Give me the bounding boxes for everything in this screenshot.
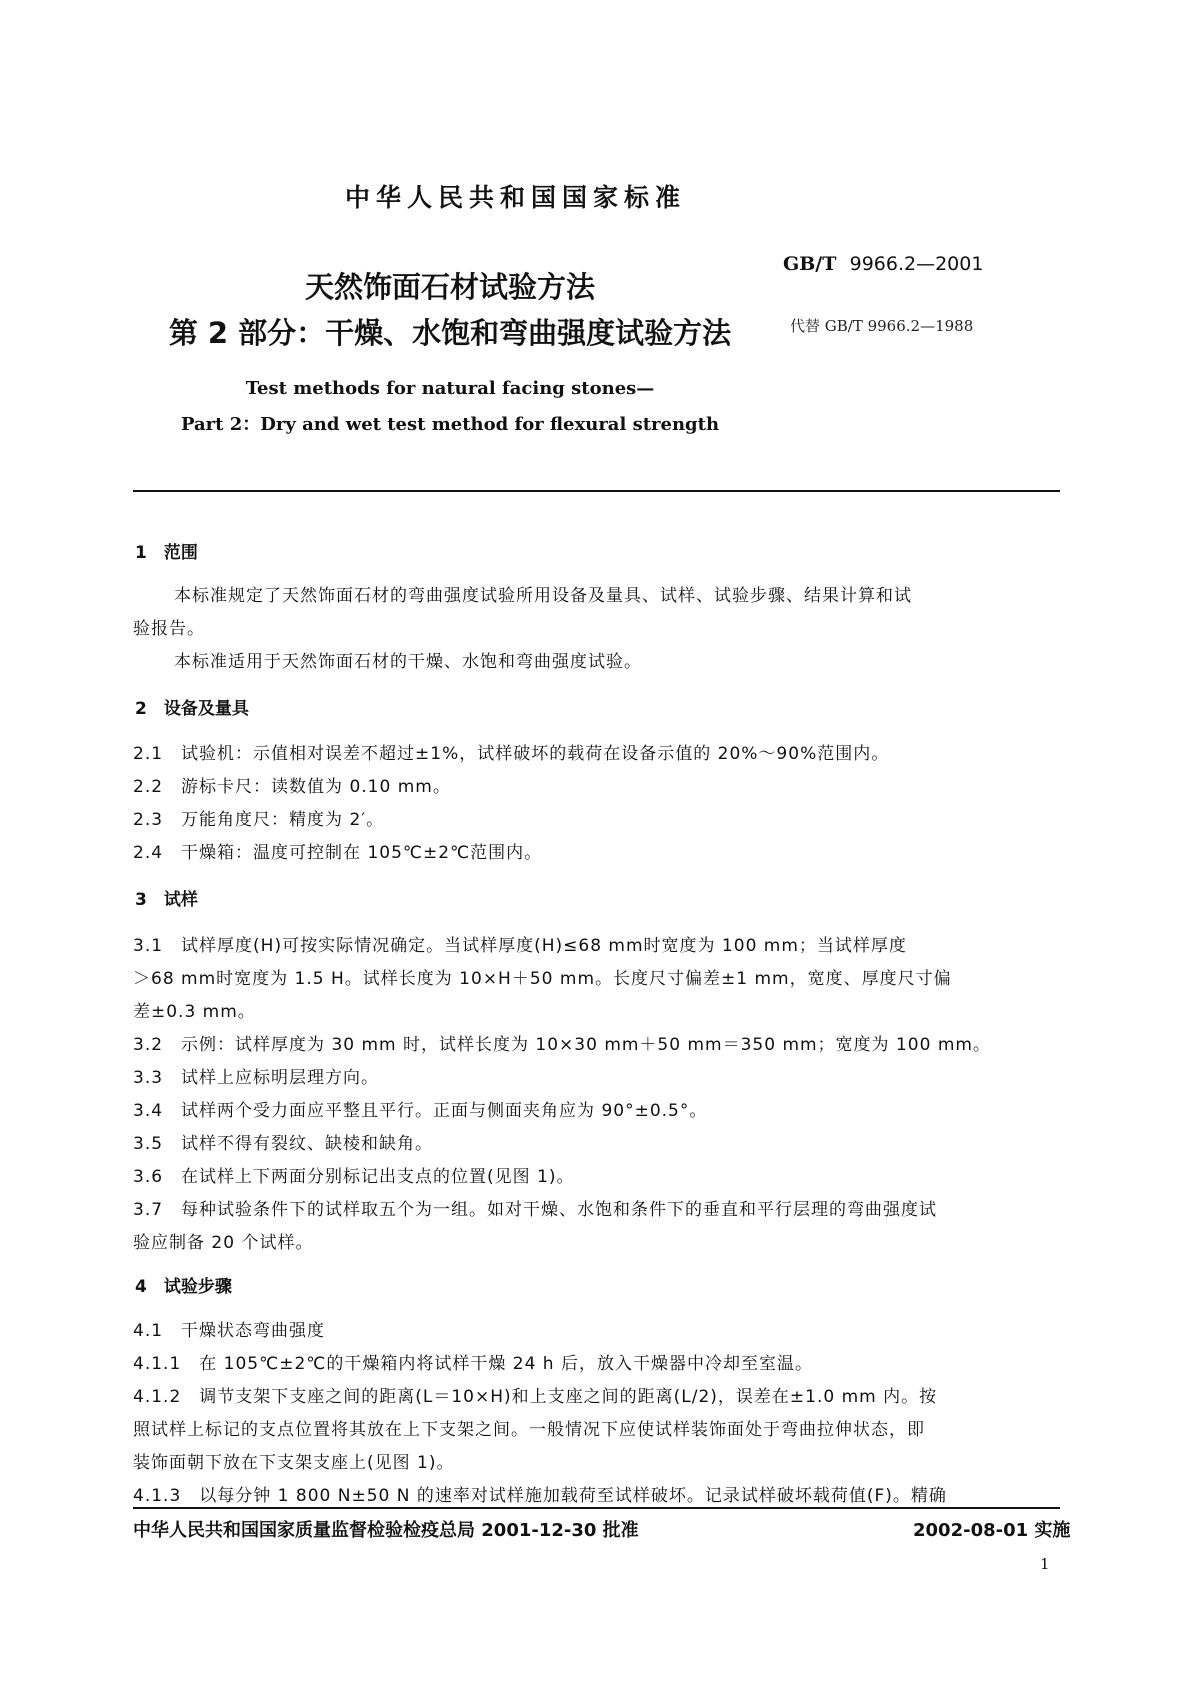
- page-number: 1: [1040, 1555, 1050, 1573]
- section-2-line: 2.1 试验机：示值相对误差不超过±1%，试样破坏的载荷在设备示值的 20%～90%范围内。: [133, 744, 890, 764]
- section-3-line: 3.7 每种试验条件下的试样取五个为一组。如对干燥、水饱和条件下的垂直和平行层理的弯曲强度试: [133, 1200, 938, 1220]
- section-3-heading: 3 试样: [135, 890, 198, 910]
- section-2-heading: 2 设备及量具: [135, 699, 249, 719]
- section-2-line: 2.2 游标卡尺：读数值为 0.10 mm。: [133, 777, 451, 797]
- section-3-line: 3.5 试样不得有裂纹、缺棱和缺角。: [133, 1134, 434, 1154]
- section-2-line: 2.3 万能角度尺：精度为 2′。: [133, 810, 385, 830]
- section-3-line: ＞68 mm时宽度为 1.5 H。试样长度为 10×H＋50 mm。长度尺寸偏差±1 mm，宽度、厚度尺寸偏: [133, 969, 952, 989]
- section-1-line: 本标准适用于天然饰面石材的干燥、水饱和弯曲强度试验。: [174, 652, 642, 672]
- title-cn-line2: 第 2 部分：干燥、水饱和弯曲强度试验方法: [168, 316, 732, 350]
- section-3-line: 3.6 在试样上下两面分别标记出支点的位置(见图 1)。: [133, 1167, 575, 1187]
- section-3-line: 3.3 试样上应标明层理方向。: [133, 1068, 380, 1088]
- replaces-standard: 代替 GB/T 9966.2—1988: [790, 317, 974, 335]
- section-4-line: 4.1.2 调节支架下支座之间的距离(L＝10×H)和上支座之间的距离(L/2)，误差在±1.0 mm 内。按: [133, 1387, 938, 1407]
- section-1-heading: 1 范围: [135, 543, 198, 563]
- section-1-line: 验报告。: [133, 619, 205, 639]
- section-3-line: 3.2 示例：试样厚度为 30 mm 时，试样长度为 10×30 mm＋50 mm＝350 mm；宽度为 100 mm。: [133, 1035, 991, 1055]
- title-cn-line1: 天然饰面石材试验方法: [304, 270, 595, 304]
- standard-number-prefix: GB/T: [783, 253, 837, 275]
- section-4-line: 4.1 干燥状态弯曲强度: [133, 1321, 326, 1341]
- section-3-line: 3.1 试样厚度(H)可按实际情况确定。当试样厚度(H)≤68 mm时宽度为 100 mm；当试样厚度: [133, 936, 907, 956]
- section-1-line: 本标准规定了天然饰面石材的弯曲强度试验所用设备及量具、试样、试验步骤、结果计算和试: [174, 586, 912, 606]
- section-4-line: 装饰面朝下放在下支架支座上(见图 1)。: [133, 1453, 455, 1473]
- national-standard-label: 中华人民共和国国家标准: [344, 183, 686, 212]
- header-divider: [133, 490, 1060, 492]
- section-4-line: 4.1.1 在 105℃±2℃的干燥箱内将试样干燥 24 h 后，放入干燥器中冷却至室温。: [133, 1354, 813, 1374]
- footer-divider: [133, 1507, 1060, 1509]
- title-en-line1: Test methods for natural facing stones—: [245, 378, 655, 399]
- section-3-line: 3.4 试样两个受力面应平整且平行。正面与侧面夹角应为 90°±0.5°。: [133, 1101, 708, 1121]
- standard-number-value: 9966.2—2001: [849, 253, 984, 275]
- section-4-line: 4.1.3 以每分钟 1 800 N±50 N 的速率对试样施加载荷至试样破坏。记录试样破坏载荷值(F)。精确: [133, 1486, 947, 1506]
- title-en-line2: Part 2：Dry and wet test method for flexural strength: [180, 414, 720, 435]
- section-3-line: 验应制备 20 个试样。: [133, 1233, 314, 1253]
- effective-date: 2002-08-01 实施: [913, 1520, 1071, 1541]
- approval-statement: 中华人民共和国国家质量监督检验检疫总局 2001-12-30 批准: [133, 1520, 639, 1541]
- section-2-line: 2.4 干燥箱：温度可控制在 105℃±2℃范围内。: [133, 843, 543, 863]
- section-4-heading: 4 试验步骤: [135, 1277, 232, 1297]
- section-4-line: 照试样上标记的支点位置将其放在上下支架之间。一般情况下应使试样装饰面处于弯曲拉伸状态，即: [133, 1420, 925, 1440]
- section-3-line: 差±0.3 mm。: [133, 1002, 256, 1022]
